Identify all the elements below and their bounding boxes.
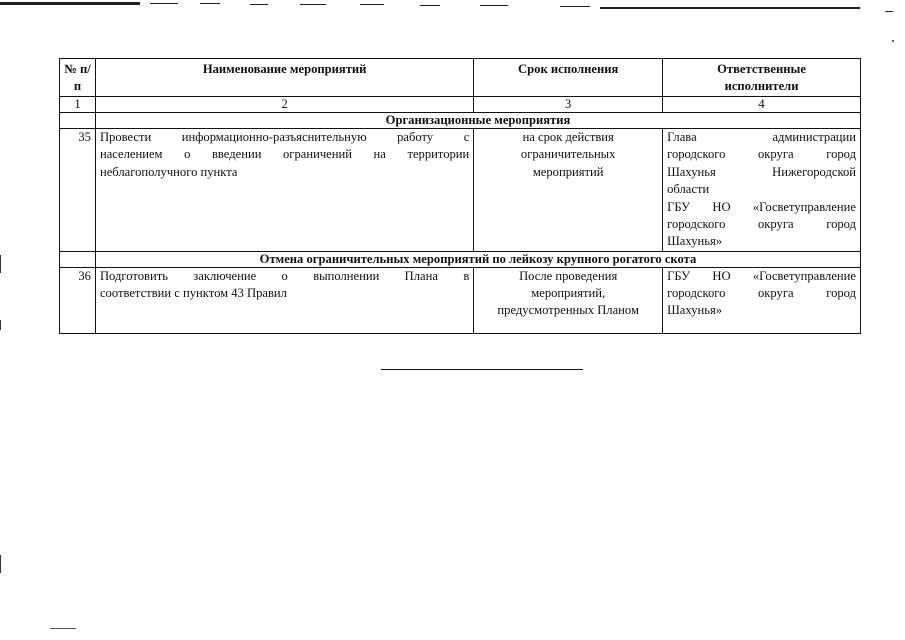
section-title: Отмена ограничительных мероприятий по лейкозу крупного рогатого скота [95, 251, 860, 267]
action-term: на срок действия ограничительных мероприятий [474, 129, 663, 252]
table-header-row [60, 59, 861, 97]
action-term: После проведения мероприятий, предусмотренных Планом [474, 267, 663, 333]
section-title: Организационные мероприятия [95, 113, 860, 129]
row-number: 35 [60, 129, 96, 252]
index-cell: 2 [95, 97, 473, 113]
table-row [60, 129, 861, 252]
scan-artifacts-top [0, 0, 905, 14]
end-of-document-rule [381, 369, 583, 370]
action-responsible: ГБУ НО «Госветуправление городского округа город Шахунья» [663, 267, 861, 333]
footer-mark [50, 628, 76, 629]
action-name: Провести информационно-разъяснительную работу с населением о введении ограничений на территории неблагополучного пункта [95, 129, 473, 252]
index-cell: 4 [663, 97, 861, 113]
row-number: 36 [60, 267, 96, 333]
action-responsible: Глава администрации городского округа город Шахунья Нижегородской области ГБУ НО «Госветуправление городского округа город Шахунья» [663, 129, 861, 252]
table-row [60, 267, 861, 333]
scan-artifact-left [0, 320, 1, 330]
index-cell: 1 [60, 97, 96, 113]
section-row [60, 251, 861, 267]
header-num: № п/п [60, 59, 96, 97]
header-term: Срок исполнения [474, 59, 663, 97]
action-plan-table [59, 58, 861, 334]
index-cell: 3 [474, 97, 663, 113]
scan-artifact-left [0, 255, 1, 273]
scan-speck [892, 40, 894, 42]
column-index-row [60, 97, 861, 113]
header-name: Наименование мероприятий [95, 59, 473, 97]
action-name: Подготовить заключение о выполнении Плана в соответствии с пунктом 43 Правил [95, 267, 473, 333]
header-resp: Ответственные исполнители [663, 59, 861, 97]
section-row [60, 113, 861, 129]
scan-artifact-left [0, 555, 1, 573]
